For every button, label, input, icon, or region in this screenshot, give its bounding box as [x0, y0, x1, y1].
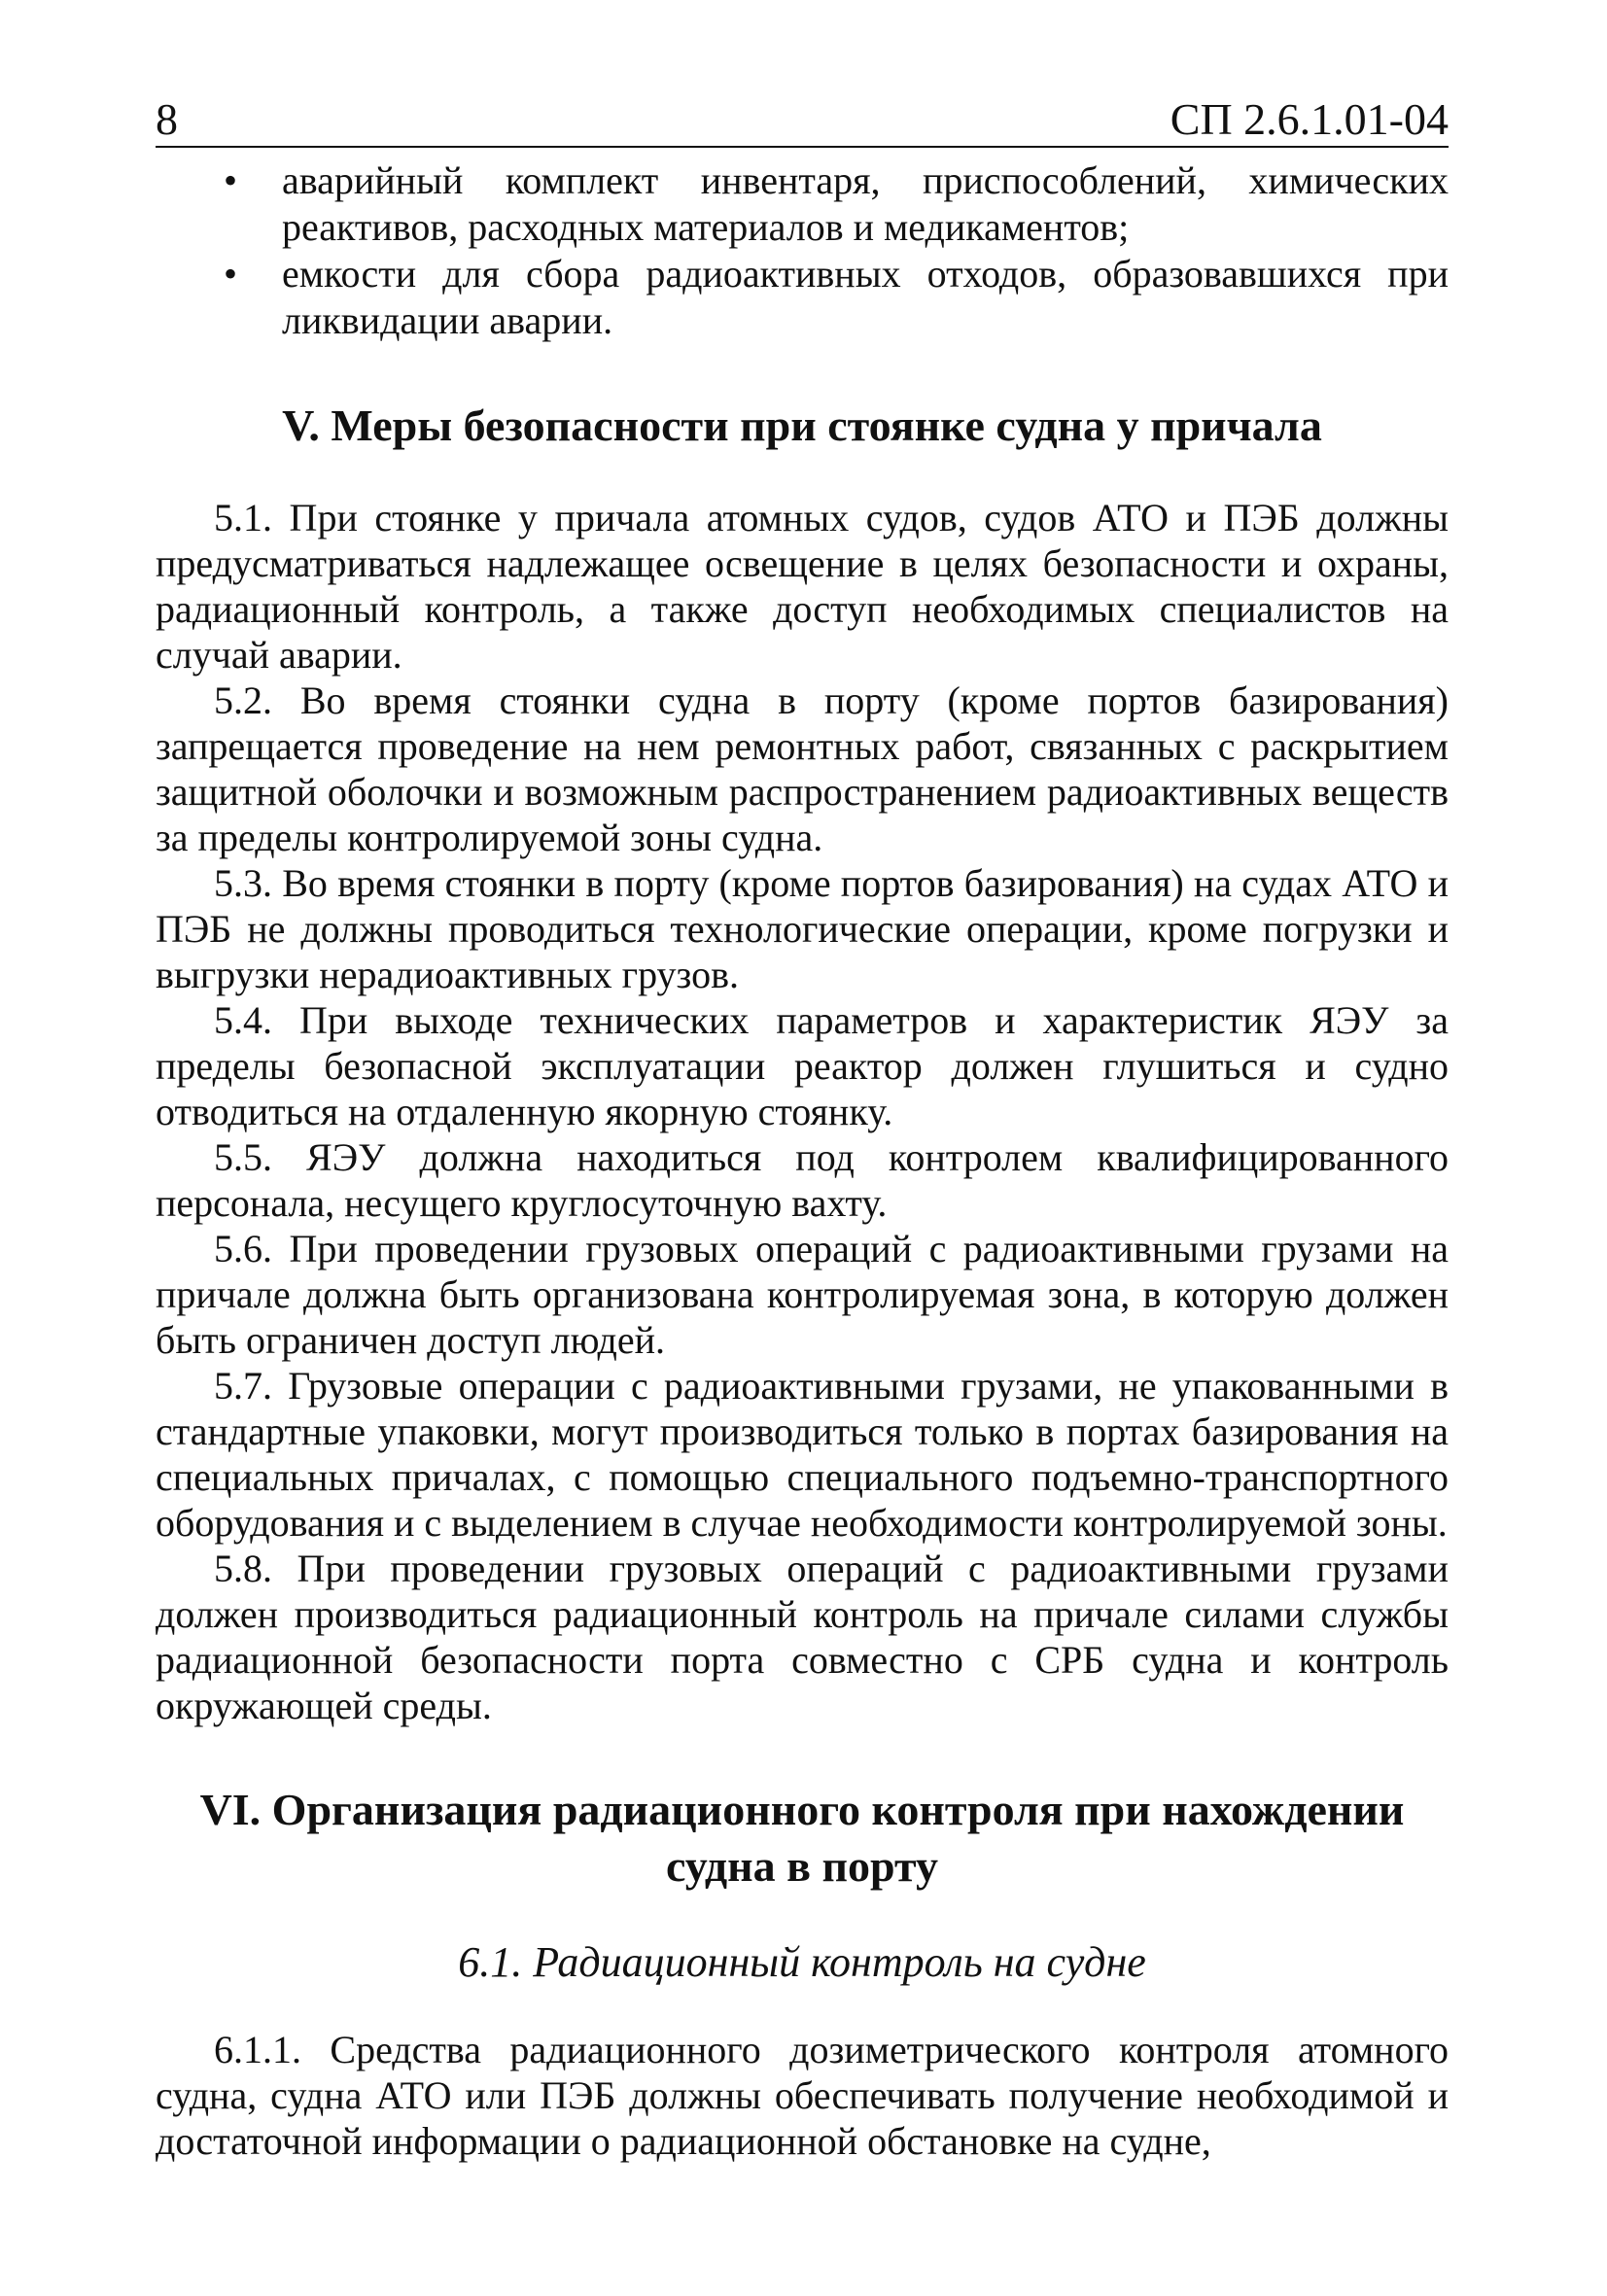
section-6-heading: VI. Организация радиационного контроля при нахождении судна в порту — [199, 1785, 1405, 1891]
bullet-icon: • — [224, 158, 238, 202]
section-5-heading: V. Меры безопасности при стоянке судна у причала — [282, 400, 1322, 450]
page-number: 8 — [156, 94, 178, 144]
list-item — [156, 251, 1449, 344]
list-item-text: емкости для сбора радиоактивных отходов, образовавшихся при ликвидации аварии. — [282, 252, 1449, 342]
document-code: СП 2.6.1.01-04 — [1170, 94, 1449, 144]
paragraph-5-7: 5.7. Грузовые операции с радиоактивными грузами, не упакованными в стандартные упаковки, могут производиться только в портах базирования на специальных причалах, с помощью специального подъемно-транспортного оборудования и с выделением в случае необходимости контролируемой зоны. — [156, 1364, 1449, 1545]
list-item — [156, 157, 1449, 251]
bullet-icon: • — [224, 252, 238, 296]
paragraph-6-1-1: 6.1.1. Средства радиационного дозиметрического контроля атомного судна, судна АТО или ПЭБ должны обеспечивать получение необходимой и достаточной информации о радиационной обстановке на судне, — [156, 2028, 1449, 2163]
paragraph-5-5: 5.5. ЯЭУ должна находиться под контролем квалифицированного персонала, несущего круглосуточную вахту. — [156, 1135, 1449, 1225]
subsection-6-1-heading: 6.1. Радиационный контроль на судне — [458, 1938, 1146, 1986]
paragraph-5-6: 5.6. При проведении грузовых операций с радиоактивными грузами на причале должна быть организована контролируемая зона, в которую должен быть ограничен доступ людей. — [156, 1227, 1449, 1362]
document-page — [156, 78, 1449, 2164]
list-item-text: аварийный комплект инвентаря, приспособлений, химических реактивов, расходных материалов и медикаментов; — [282, 158, 1449, 249]
paragraph-5-2: 5.2. Во время стоянки судна в порту (кроме портов базирования) запрещается проведение на нем ремонтных работ, связанных с раскрытием защитной оболочки и возможным распространением радиоактивных веществ за пределы контролируемой зоны судна. — [156, 678, 1449, 859]
paragraph-5-8: 5.8. При проведении грузовых операций с радиоактивными грузами должен производиться радиационный контроль на причале силами службы радиационной безопасности порта совместно с СРБ судна и контроль окружающей среды. — [156, 1547, 1449, 1727]
paragraph-5-1: 5.1. При стоянке у причала атомных судов, судов АТО и ПЭБ должны предусматриваться надлежащее освещение в целях безопасности и охраны, радиационный контроль, а также доступ необходимых специалистов на случай аварии. — [156, 496, 1449, 677]
bullet-list — [156, 157, 1449, 344]
paragraph-5-3: 5.3. Во время стоянки в порту (кроме портов базирования) на судах АТО и ПЭБ не должны проводиться технологические операции, кроме погрузки и выгрузки нерадиоактивных грузов. — [156, 861, 1449, 996]
page-header — [156, 78, 1449, 148]
paragraph-5-4: 5.4. При выходе технических параметров и характеристик ЯЭУ за пределы безопасной эксплуатации реактор должен глушиться и судно отводиться на отдаленную якорную стоянку. — [156, 998, 1449, 1133]
